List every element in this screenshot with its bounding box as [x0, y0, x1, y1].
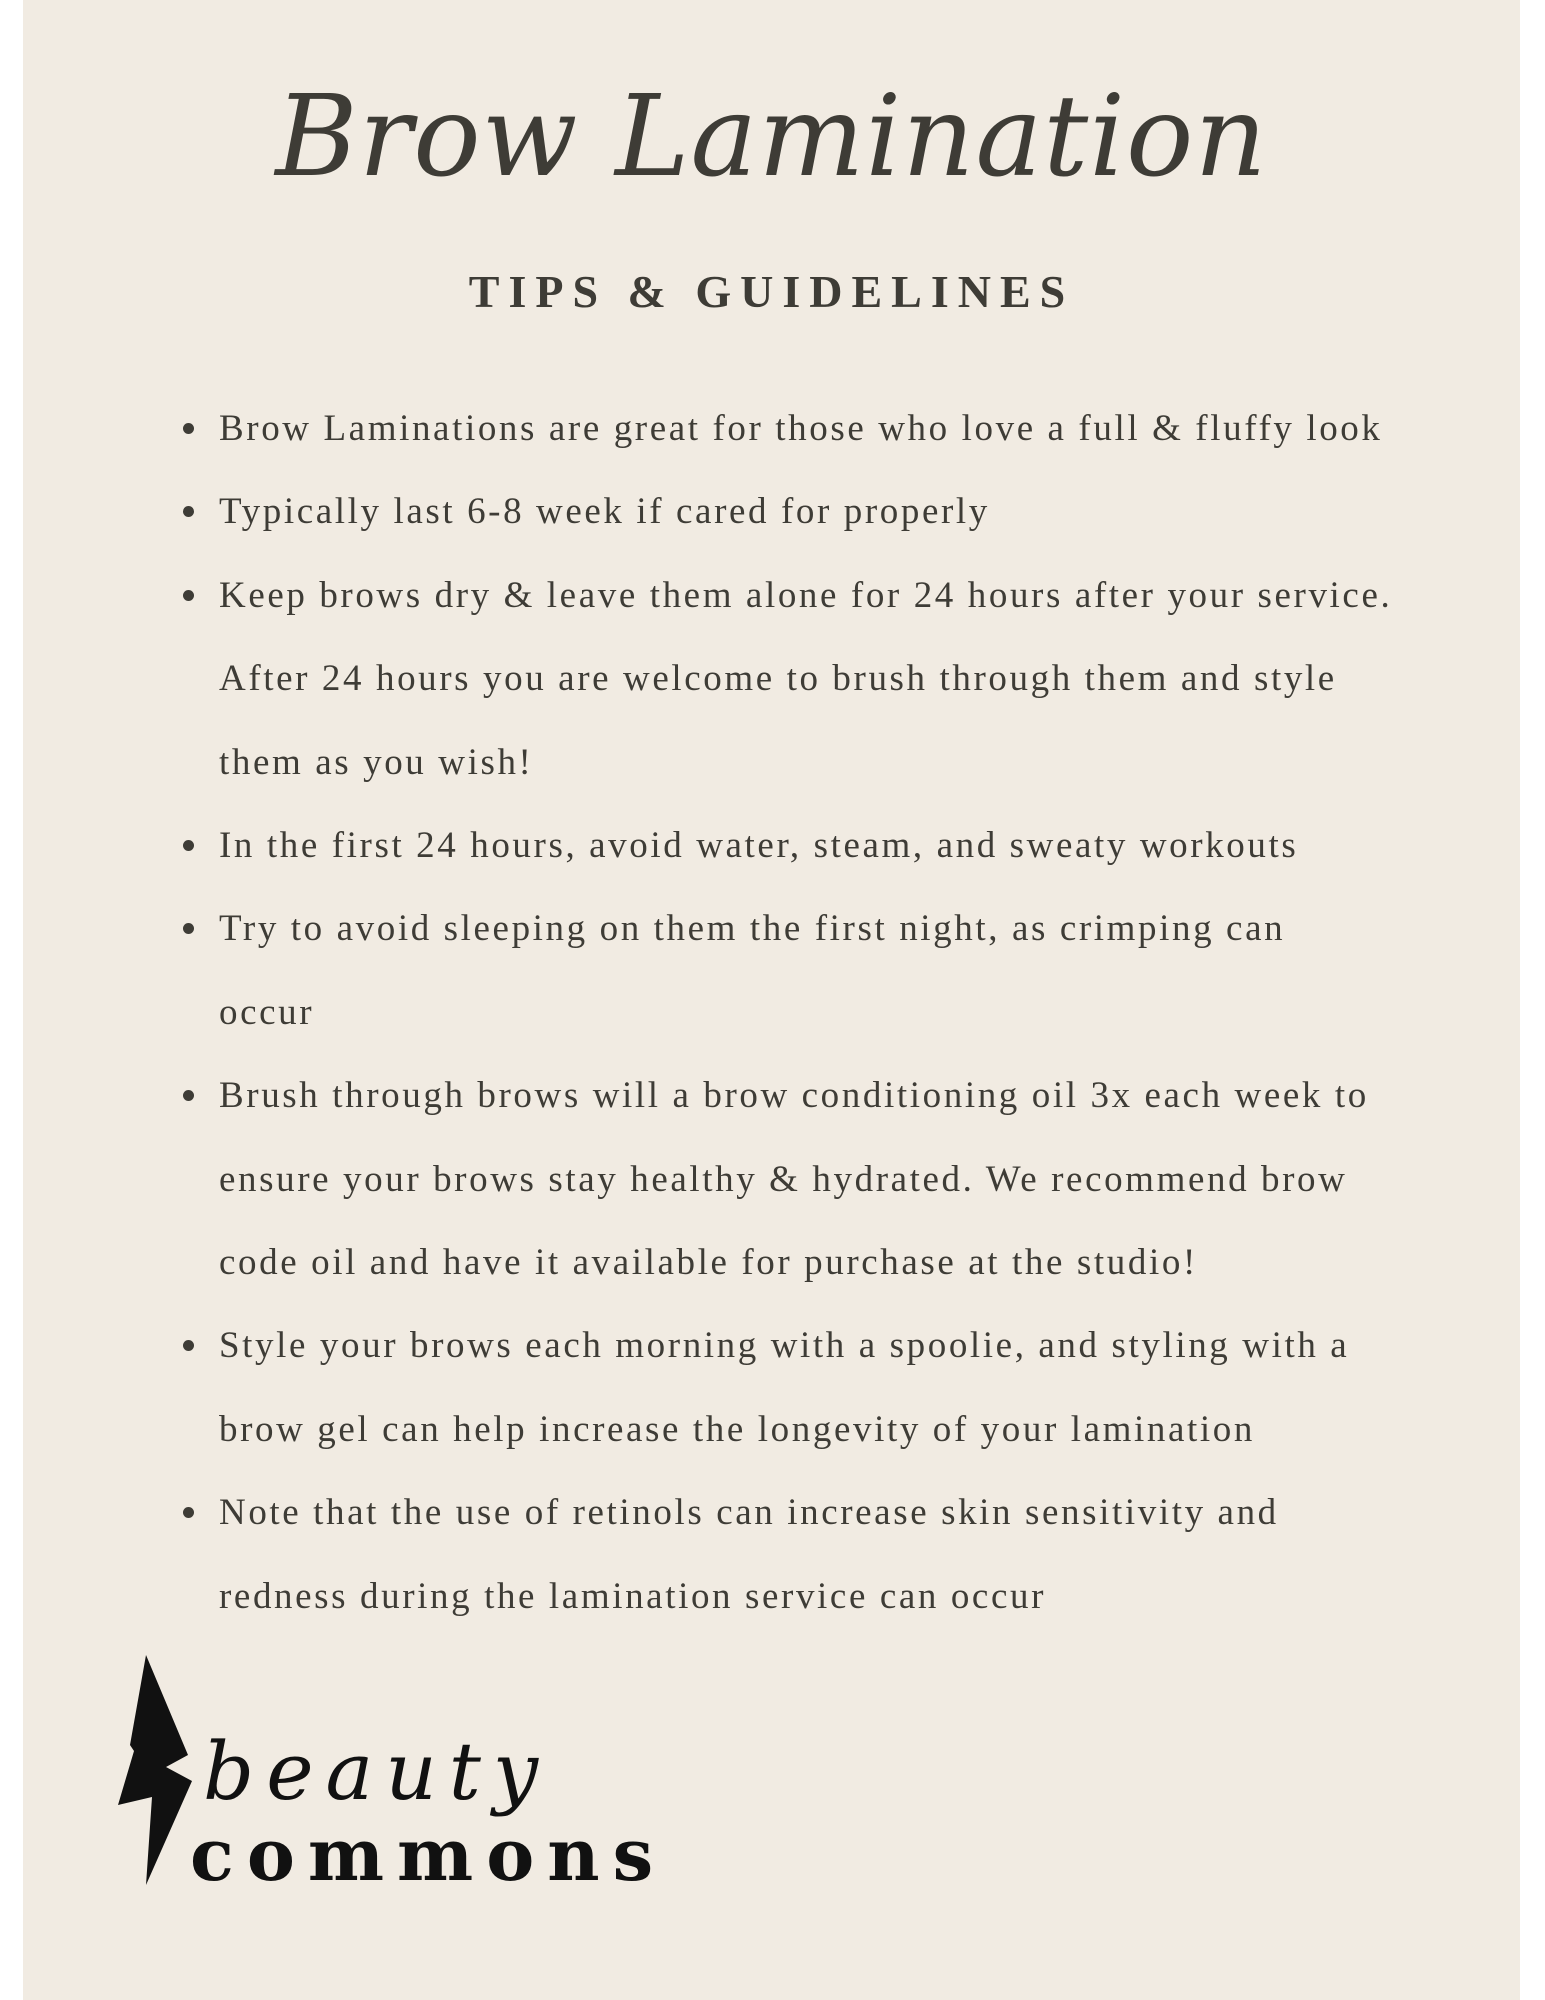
logo-text-commons: commons [190, 1812, 667, 1897]
list-item [183, 1304, 1443, 1471]
bullet-icon [183, 1340, 194, 1351]
tip-text: Brush through brows will a brow conditioning oil 3x each week to ensure your brows stay healthy & hydrated. We recommend brow code oil and have it available for purchase at the studio! [219, 1075, 1369, 1284]
bullet-icon [183, 1090, 194, 1101]
page-subtitle: TIPS & GUIDELINES [468, 266, 1075, 317]
tip-text: Brow Laminations are great for those who love a full & fluffy look [219, 408, 1383, 449]
brand-logo [108, 1655, 668, 1895]
page-title: Brow Lamination [275, 72, 1268, 202]
page [23, 0, 1520, 2000]
list-item [183, 554, 1443, 804]
tip-text: Note that the use of retinols can increase skin sensitivity and redness during the lamination service can occur [219, 1492, 1279, 1617]
list-item [183, 887, 1443, 1054]
logo-text-beauty: beauty [203, 1725, 551, 1818]
tip-text: Typically last 6-8 week if cared for properly [219, 491, 990, 533]
list-item [183, 1471, 1443, 1638]
list-item [183, 387, 1443, 470]
bullet-icon [183, 506, 194, 517]
list-item [183, 470, 1443, 553]
lightning-bolt-icon [108, 1655, 198, 1885]
tip-text: Keep brows dry & leave them alone for 24 hours after your service. After 24 hours you are welcome to brush through them and style them as you wish! [219, 574, 1393, 783]
bullet-icon [183, 923, 194, 934]
tip-text: Try to avoid sleeping on them the first night, as crimping can occur [219, 908, 1286, 1033]
tips-list [183, 387, 1443, 1638]
list-item [183, 1054, 1443, 1304]
bullet-icon [183, 840, 194, 851]
tip-text: In the first 24 hours, avoid water, steam, and sweaty workouts [219, 825, 1299, 867]
bullet-icon [183, 590, 194, 601]
list-item [183, 804, 1443, 887]
bullet-icon [183, 1507, 194, 1518]
tip-text: Style your brows each morning with a spoolie, and styling with a brow gel can help increase the longevity of your lamination [219, 1325, 1350, 1450]
bullet-icon [183, 423, 194, 434]
